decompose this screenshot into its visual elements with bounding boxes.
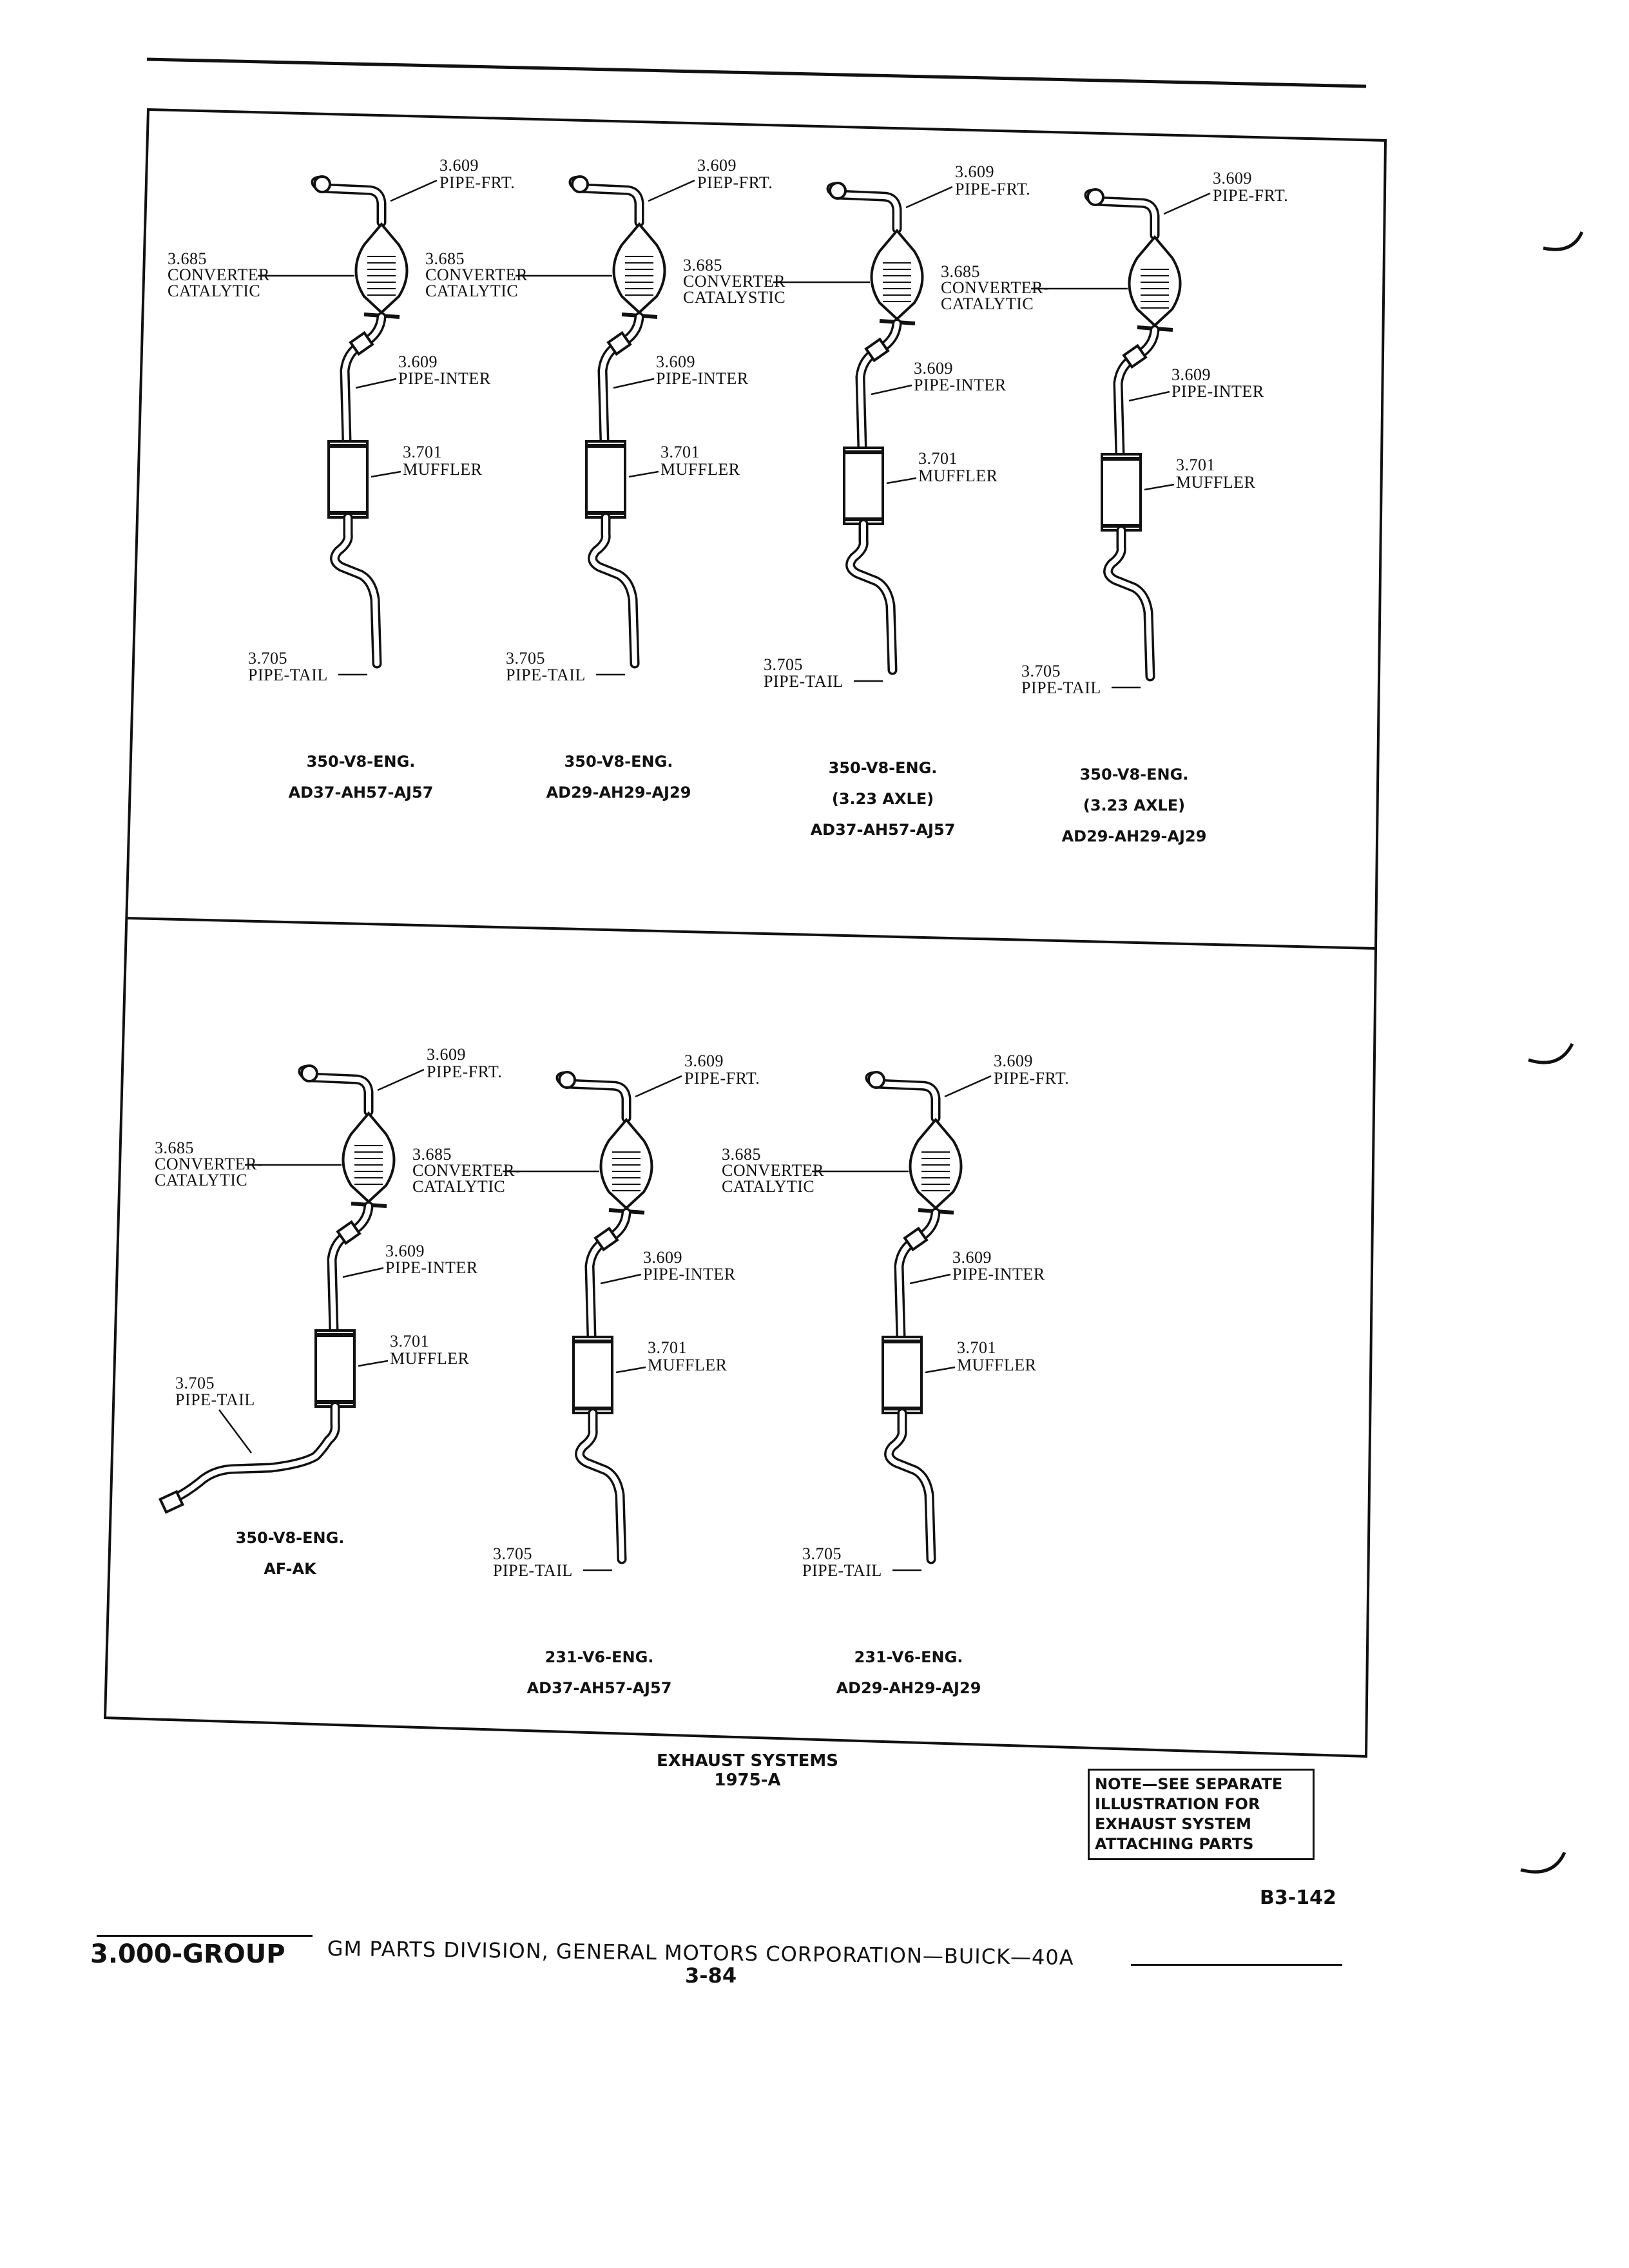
pipe-tail-number: 3.705 — [764, 655, 803, 674]
converter-number: 3.685 — [168, 249, 207, 268]
engine-caption-line: 350-V8-ENG. — [306, 753, 416, 771]
converter-label-1: CONVERTER- — [941, 278, 1050, 297]
converter-label-1: CONVERTER- — [412, 1161, 521, 1180]
muffler-number: 3.701 — [1176, 456, 1215, 474]
converter-label-2: CATALYTIC — [155, 1171, 248, 1189]
converter-number: 3.685 — [412, 1145, 452, 1164]
footer-page-number: 3-84 — [685, 1963, 737, 1988]
pipe-tail-label: PIPE-TAIL — [506, 666, 586, 684]
muffler-number: 3.701 — [660, 443, 700, 461]
muffler-label: MUFFLER — [403, 460, 483, 479]
pipe-inter-label: PIPE-INTER — [914, 376, 1007, 394]
engine-caption-line: (3.23 AXLE) — [831, 790, 934, 808]
pipe-tail-label: PIPE-TAIL — [248, 666, 328, 684]
engine-caption-line: 350-V8-ENG. — [235, 1529, 345, 1547]
engine-caption-line: 350-V8-ENG. — [828, 759, 938, 777]
engine-caption-line: (3.23 AXLE) — [1083, 796, 1186, 814]
note-line-2: ILLUSTRATION FOR — [1095, 1795, 1260, 1813]
pipe-frt-label: PIPE-FRT. — [427, 1062, 503, 1081]
pipe-frt-number: 3.609 — [1213, 169, 1252, 187]
muffler-label: MUFFLER — [660, 460, 740, 479]
engine-caption-line: 231-V6-ENG. — [854, 1648, 963, 1666]
engine-caption-line: 350-V8-ENG. — [564, 753, 673, 771]
muffler-label: MUFFLER — [1176, 473, 1256, 492]
engine-caption-line: AD37-AH57-AJ57 — [288, 783, 434, 802]
pipe-tail-label: PIPE-TAIL — [493, 1561, 573, 1580]
pipe-inter-label: PIPE-INTER — [1171, 382, 1264, 401]
pipe-inter-label: PIPE-INTER — [952, 1265, 1045, 1283]
muffler-number: 3.701 — [390, 1332, 429, 1350]
pipe-inter-number: 3.609 — [914, 359, 953, 378]
muffler-label: MUFFLER — [648, 1356, 728, 1374]
engine-caption-line: 350-V8-ENG. — [1079, 765, 1189, 783]
footer-division: GM PARTS DIVISION, GENERAL MOTORS CORPORATION—BUICK—40A — [327, 1936, 1074, 1970]
pipe-tail-number: 3.705 — [493, 1544, 532, 1563]
converter-number: 3.685 — [941, 262, 980, 281]
pipe-inter-number: 3.609 — [398, 352, 438, 371]
converter-label-2: CATALYTIC — [722, 1177, 815, 1196]
pipe-tail-number: 3.705 — [506, 649, 545, 668]
figure-id: B3-142 — [1260, 1887, 1336, 1909]
converter-label-2: CATALYTIC — [425, 282, 519, 300]
muffler-number: 3.701 — [918, 449, 958, 468]
pipe-tail-number: 3.705 — [175, 1374, 215, 1392]
muffler-number: 3.701 — [648, 1338, 687, 1357]
converter-label-1: CONVERTER — [722, 1161, 824, 1180]
pipe-inter-number: 3.609 — [385, 1242, 425, 1260]
pipe-tail-label: PIPE-TAIL — [1021, 678, 1101, 697]
binder-mark-2 — [1528, 1044, 1572, 1062]
pipe-frt-label: PIPE-FRT. — [955, 180, 1031, 198]
converter-number: 3.685 — [683, 256, 722, 274]
engine-caption-line: AF-AK — [264, 1560, 316, 1578]
pipe-inter-number: 3.609 — [643, 1248, 682, 1267]
muffler-number: 3.701 — [957, 1338, 996, 1357]
engine-caption-line: AD37-AH57-AJ57 — [526, 1679, 672, 1697]
pipe-frt-label: PIPE-FRT. — [439, 173, 516, 192]
binder-mark-1 — [1543, 232, 1582, 249]
engine-caption-line: AD37-AH57-AJ57 — [810, 821, 956, 839]
pipe-tail-number: 3.705 — [1021, 662, 1061, 680]
note-line-3: EXHAUST SYSTEM — [1095, 1815, 1251, 1833]
muffler-label: MUFFLER — [918, 466, 998, 485]
converter-label-1: CONVERTER — [425, 265, 528, 284]
pipe-frt-number: 3.609 — [697, 156, 737, 175]
binder-mark-3 — [1521, 1852, 1565, 1872]
muffler-label: MUFFLER — [390, 1349, 470, 1368]
figure-title-line2: 1975-A — [714, 1771, 781, 1790]
pipe-inter-number: 3.609 — [952, 1248, 992, 1267]
footer-group: 3.000-GROUP — [90, 1939, 285, 1969]
pipe-tail-label: PIPE-TAIL — [802, 1561, 882, 1580]
pipe-inter-label: PIPE-INTER — [398, 369, 491, 388]
converter-label-2: CATALYSTIC — [683, 288, 786, 307]
pipe-frt-number: 3.609 — [955, 162, 994, 181]
muffler-label: MUFFLER — [957, 1356, 1037, 1374]
converter-label-1: CONVERTER — [683, 272, 786, 291]
figure-title-line1: EXHAUST SYSTEMS — [657, 1751, 838, 1771]
pipe-inter-label: PIPE-INTER — [643, 1265, 736, 1283]
engine-caption-line: AD29-AH29-AJ29 — [836, 1679, 981, 1697]
converter-label-2: CATALYTIC — [168, 282, 261, 300]
engine-caption-line: AD29-AH29-AJ29 — [1061, 827, 1207, 845]
pipe-frt-label: PIPE-FRT. — [994, 1069, 1070, 1088]
note-line-1: NOTE—SEE SEPARATE — [1095, 1775, 1283, 1793]
pipe-inter-label: PIPE-INTER — [385, 1258, 478, 1277]
pipe-frt-number: 3.609 — [427, 1045, 466, 1064]
converter-number: 3.685 — [722, 1145, 761, 1164]
pipe-frt-label: PIPE-FRT. — [1213, 186, 1289, 205]
engine-caption-line: 231-V6-ENG. — [545, 1648, 654, 1666]
pipe-frt-number: 3.609 — [684, 1052, 724, 1070]
converter-label-2: CATALYTIC — [412, 1177, 506, 1196]
pipe-tail-number: 3.705 — [802, 1544, 842, 1563]
engine-caption-line: AD29-AH29-AJ29 — [546, 783, 691, 802]
pipe-frt-label: PIEP-FRT. — [697, 173, 773, 192]
pipe-tail-label: PIPE-TAIL — [175, 1390, 255, 1409]
converter-label-2: CATALYTIC — [941, 294, 1034, 313]
converter-number: 3.685 — [155, 1139, 194, 1157]
converter-label-1: CONVERTER — [168, 265, 270, 284]
pipe-frt-number: 3.609 — [439, 156, 479, 175]
pipe-inter-number: 3.609 — [1171, 365, 1211, 384]
pipe-tail-number: 3.705 — [248, 649, 287, 668]
pipe-frt-number: 3.609 — [994, 1052, 1033, 1070]
pipe-inter-label: PIPE-INTER — [656, 369, 749, 388]
pipe-frt-label: PIPE-FRT. — [684, 1069, 760, 1088]
converter-label-1: CONVERTER- — [155, 1155, 264, 1173]
pipe-tail-label: PIPE-TAIL — [764, 672, 843, 691]
muffler-number: 3.701 — [403, 443, 442, 461]
pipe-inter-number: 3.609 — [656, 352, 695, 371]
converter-number: 3.685 — [425, 249, 465, 268]
note-line-4: ATTACHING PARTS — [1095, 1835, 1254, 1853]
